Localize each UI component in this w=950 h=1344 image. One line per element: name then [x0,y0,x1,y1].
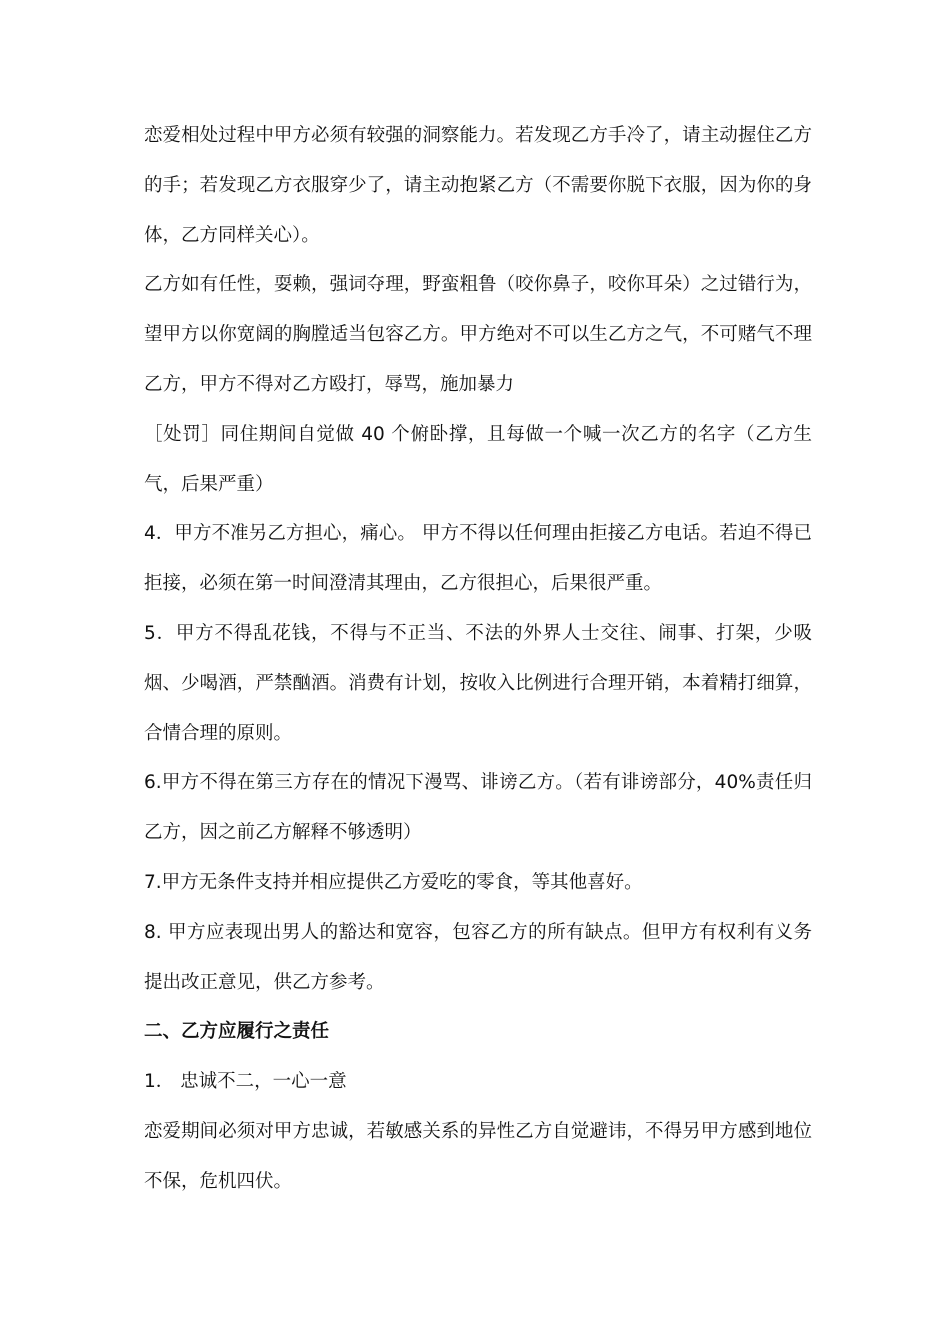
paragraph-penalty: ［处罚］同住期间自觉做 40 个俯卧撑，且每做一个喊一次乙方的名字（乙方生气，后果严重） [144,423,812,495]
paragraph-loyalty: 恋爱期间必须对甲方忠诚，若敏感关系的异性乙方自觉避讳，不得另甲方感到地位不保，危机四伏。 [144,1120,812,1192]
section-heading: 二、乙方应履行之责任 [144,1021,330,1043]
document-body [144,111,812,1207]
subsection-heading: 1． 忠诚不二，一心一意 [144,1071,347,1093]
paragraph-item-6: 6.甲方不得在第三方存在的情况下漫骂、诽谤乙方。（若有诽谤部分，40%责任归乙方，因之前乙方解释不够透明） [144,772,812,844]
paragraph-observation: 恋爱相处过程中甲方必须有较强的洞察能力。若发现乙方手冷了，请主动握住乙方的手；若发现乙方衣服穿少了，请主动抱紧乙方（不需要你脱下衣服，因为你的身体，乙方同样关心）。 [144,125,812,246]
paragraph-item-4: 4．甲方不准另乙方担心，痛心。 甲方不得以任何理由拒接乙方电话。若迫不得已拒接，必须在第一时间澄清其理由，乙方很担心，后果很严重。 [144,523,812,595]
paragraph-item-7: 7.甲方无条件支持并相应提供乙方爱吃的零食，等其他喜好。 [144,871,643,893]
paragraph-tolerance: 乙方如有任性，耍赖，强词夺理，野蛮粗鲁（咬你鼻子，咬你耳朵）之过错行为，望甲方以你宽阔的胸膛适当包容乙方。甲方绝对不可以生乙方之气，不可赌气不理乙方，甲方不得对乙方殴打，辱骂，施加暴力 [144,274,812,395]
paragraph-item-5: 5．甲方不得乱花钱，不得与不正当、不法的外界人士交往、闹事、打架，少吸烟、少喝酒，严禁酗酒。消费有计划，按收入比例进行合理开销，本着精打细算，合情合理的原则。 [144,622,812,744]
paragraph-item-8: 8. 甲方应表现出男人的豁达和宽容，包容乙方的所有缺点。但甲方有权利有义务提出改正意见，供乙方参考。 [144,921,812,993]
